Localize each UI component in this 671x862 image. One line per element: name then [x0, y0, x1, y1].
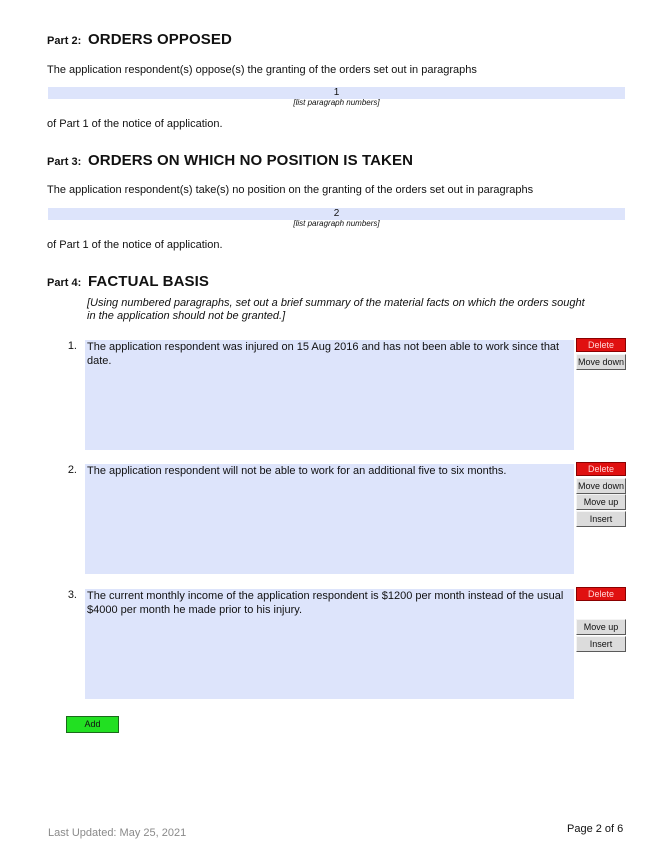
paragraph-1-textbox[interactable]: The application respondent was injured on 15 Aug 2016 and has not been able to work since that date. — [85, 340, 574, 450]
page-number: Page 2 of 6 — [567, 823, 624, 835]
part3-intro: The application respondent(s) take(s) no position on the granting of the orders set out in paragraphs — [47, 184, 534, 196]
paragraph-2-move-up-button[interactable]: Move up — [576, 494, 626, 510]
part2-paragraph-numbers-field[interactable]: 1 — [48, 87, 625, 99]
part4-instruction: [Using numbered paragraphs, set out a brief summary of the material facts on which the orders sought in the application should not be granted.] — [87, 297, 585, 322]
paragraph-2-delete-button[interactable]: Delete — [576, 462, 626, 476]
part3-outro: of Part 1 of the notice of application. — [47, 239, 223, 251]
part3-title: ORDERS ON WHICH NO POSITION IS TAKEN — [88, 152, 414, 169]
paragraph-1-delete-button[interactable]: Delete — [576, 338, 626, 352]
part2-field-hint: [list paragraph numbers] — [293, 98, 380, 107]
paragraph-3-delete-button[interactable]: Delete — [576, 587, 626, 601]
paragraph-2-textbox[interactable]: The application respondent will not be able to work for an additional five to six months. — [85, 464, 574, 574]
paragraph-3-move-up-button[interactable]: Move up — [576, 619, 626, 635]
paragraph-3-textbox[interactable]: The current monthly income of the application respondent is $1200 per month instead of the usual $4000 per month he made prior to his injury. — [85, 589, 574, 699]
part3-field-hint: [list paragraph numbers] — [293, 219, 380, 228]
part2-label: Part 2: — [47, 35, 82, 47]
add-paragraph-button[interactable]: Add — [66, 716, 119, 733]
part2-title: ORDERS OPPOSED — [88, 31, 232, 48]
paragraph-3-number: 3. — [67, 589, 77, 601]
paragraph-3-insert-button[interactable]: Insert — [576, 636, 626, 652]
paragraph-1-move-down-button[interactable]: Move down — [576, 354, 626, 370]
part3-label: Part 3: — [47, 156, 82, 168]
paragraph-1-number: 1. — [67, 340, 77, 352]
part2-outro: of Part 1 of the notice of application. — [47, 118, 223, 130]
paragraph-2-number: 2. — [67, 464, 77, 476]
part3-paragraph-numbers-field[interactable]: 2 — [48, 208, 625, 220]
paragraph-2-move-down-button[interactable]: Move down — [576, 478, 626, 494]
part2-intro: The application respondent(s) oppose(s) the granting of the orders set out in paragraphs — [47, 64, 477, 76]
part4-label: Part 4: — [47, 277, 82, 289]
paragraph-2-insert-button[interactable]: Insert — [576, 511, 626, 527]
part4-title: FACTUAL BASIS — [88, 273, 210, 290]
last-updated: Last Updated: May 25, 2021 — [48, 827, 187, 839]
